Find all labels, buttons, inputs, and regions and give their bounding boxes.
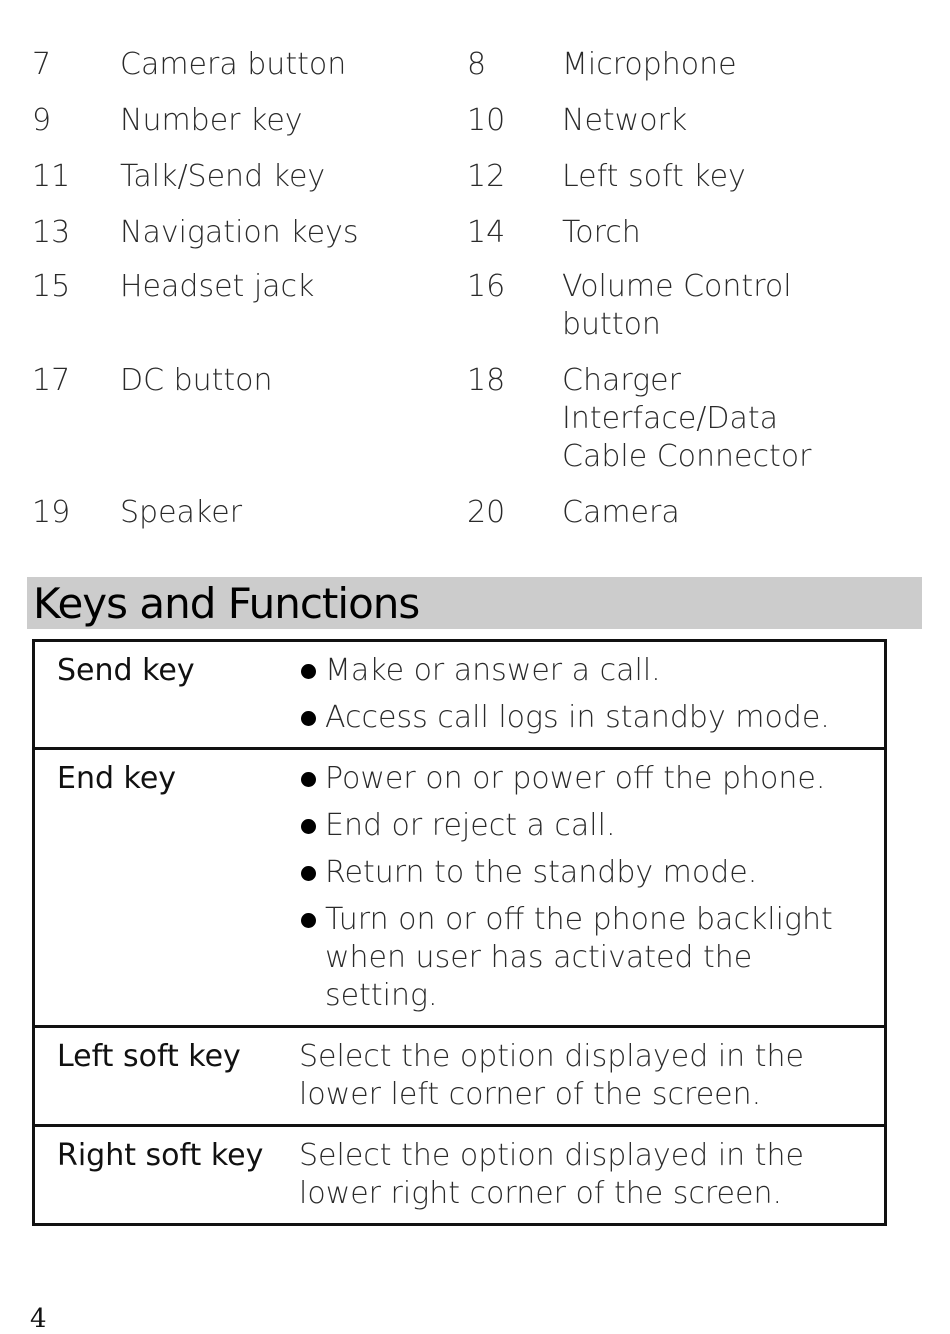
part-number: 8: [467, 47, 487, 82]
part-item: [32, 102, 432, 142]
key-description: [279, 641, 886, 749]
part-label: Network: [562, 103, 688, 138]
bullet-text: Power on or power off the phone.: [325, 761, 826, 796]
key-name: Left soft key: [34, 1027, 280, 1126]
key-name: Right soft key: [34, 1126, 280, 1225]
bullet-icon: [301, 664, 316, 679]
part-label: Camera: [562, 495, 680, 530]
part-label: Left soft key: [562, 159, 746, 194]
bullet-icon: [301, 772, 316, 787]
part-number: 15: [32, 269, 71, 304]
bullet-text: Access call logs in standby mode.: [325, 700, 830, 735]
part-number: 18: [467, 363, 506, 398]
list-item: [299, 760, 864, 798]
key-description: [279, 749, 886, 1027]
list-item: [299, 807, 864, 845]
part-label: Microphone: [562, 47, 737, 82]
part-label: Torch: [562, 215, 641, 250]
bullet-text: Turn on or off the phone backlight when user has activated the setting.: [325, 902, 833, 1013]
part-item: [32, 362, 432, 402]
part-item: [467, 158, 867, 198]
bullet-text: End or reject a call.: [325, 808, 616, 843]
part-number: 13: [32, 215, 71, 250]
part-label: Number key: [120, 103, 303, 138]
bullet-text: Make or answer a call.: [325, 653, 661, 688]
part-label: Navigation keys: [120, 215, 359, 250]
part-item: [32, 494, 432, 534]
part-number: 17: [32, 363, 71, 398]
bullet-icon: [301, 913, 316, 928]
key-description: Select the option displayed in the lower left corner of the screen.: [279, 1027, 886, 1126]
list-item: [299, 652, 864, 690]
bullet-icon: [301, 819, 316, 834]
part-item: [32, 214, 432, 254]
part-number: 14: [467, 215, 506, 250]
key-description: Select the option displayed in the lower right corner of the screen.: [279, 1126, 886, 1225]
part-number: 16: [467, 269, 506, 304]
part-item: [32, 158, 432, 198]
bullet-icon: [301, 711, 316, 726]
table-row: [34, 641, 886, 749]
section-title: Keys and Functions: [33, 579, 420, 628]
part-label: Camera button: [120, 47, 347, 82]
part-number: 19: [32, 495, 71, 530]
table-row: [34, 1027, 886, 1126]
keys-table: [32, 639, 887, 1226]
part-item: [467, 268, 907, 348]
part-item: [467, 494, 867, 534]
part-number: 11: [32, 159, 71, 194]
part-label: Speaker: [120, 495, 243, 530]
list-item: [299, 854, 864, 892]
table-row: [34, 1126, 886, 1225]
part-number: 20: [467, 495, 506, 530]
part-number: 10: [467, 103, 506, 138]
table-row: [34, 749, 886, 1027]
bullet-icon: [301, 866, 316, 881]
key-name: Send key: [57, 653, 195, 688]
list-item: [299, 699, 864, 737]
section-header: [27, 577, 922, 629]
part-item: [32, 46, 432, 86]
list-item: [299, 901, 864, 1015]
part-number: 12: [467, 159, 506, 194]
part-number: 7: [32, 47, 52, 82]
part-item: [467, 362, 907, 482]
part-item: [467, 214, 867, 254]
part-label: Volume Control button: [562, 269, 792, 342]
part-number: 9: [32, 103, 52, 138]
part-item: [467, 46, 867, 86]
page-number: 4: [30, 1304, 47, 1334]
part-item: [467, 102, 867, 142]
key-name: End key: [34, 749, 280, 1027]
bullet-text: Return to the standby mode.: [325, 855, 758, 890]
part-label: Charger Interface/Data Cable Connector: [562, 363, 812, 474]
part-item: [32, 268, 432, 348]
part-label: DC button: [120, 363, 273, 398]
part-label: Talk/Send key: [120, 159, 326, 194]
part-label: Headset jack: [120, 269, 315, 304]
